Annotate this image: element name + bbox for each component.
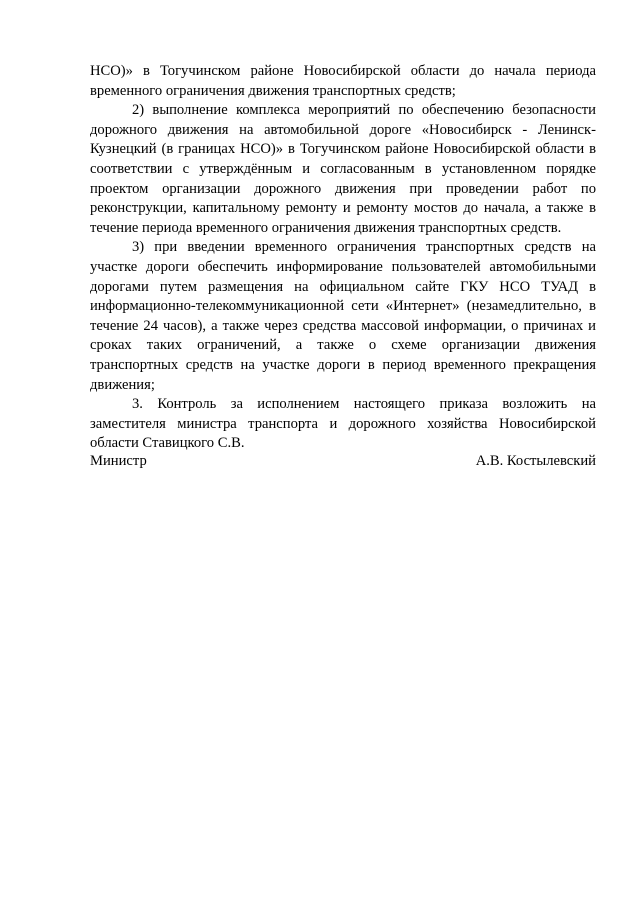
document-body xyxy=(90,62,596,454)
signatory-name: А.В. Костылевский xyxy=(475,453,596,469)
paragraph-item-3: 3) при введении временного ограничения транспортных средств на участке дороги обеспечить информирование пользователей автомобильными дорогами путем размещения на официальном сайте ГКУ НСО ТУАД в информационно-телекоммуникационной сети «Интернет» (незамедлительно, в течение 24 часов), а также через средства массовой информации, о причинах и сроках таких ограничений, а также о схеме организации движения транспортных средств на участке дороги в период временного прекращения движения; xyxy=(90,239,596,393)
signatory-position: Министр xyxy=(90,453,147,469)
signature-block xyxy=(90,452,596,472)
paragraph-control-clause: 3. Контроль за исполнением настоящего приказа возложить на заместителя министра транспорта и дорожного хозяйства Новосибирской области Ставицкого С.В. xyxy=(90,396,596,452)
paragraph-item-2: 2) выполнение комплекса мероприятий по обеспечению безопасности дорожного движения на автомобильной дороге «Новосибирск - Ленинск-Кузнецкий (в границах НСО)» в Тогучинском районе Новосибирской области в соответствии с утверждённым и согласованным в установленном порядке проектом организации дорожного движения при проведении работ по реконструкции, капитальному ремонту и ремонту мостов до начала, а также в течение периода временного ограничения движения транспортных средств. xyxy=(90,102,596,236)
paragraph-continuation: НСО)» в Тогучинском районе Новосибирской области до начала периода временного ограничения движения транспортных средств; xyxy=(90,63,596,99)
